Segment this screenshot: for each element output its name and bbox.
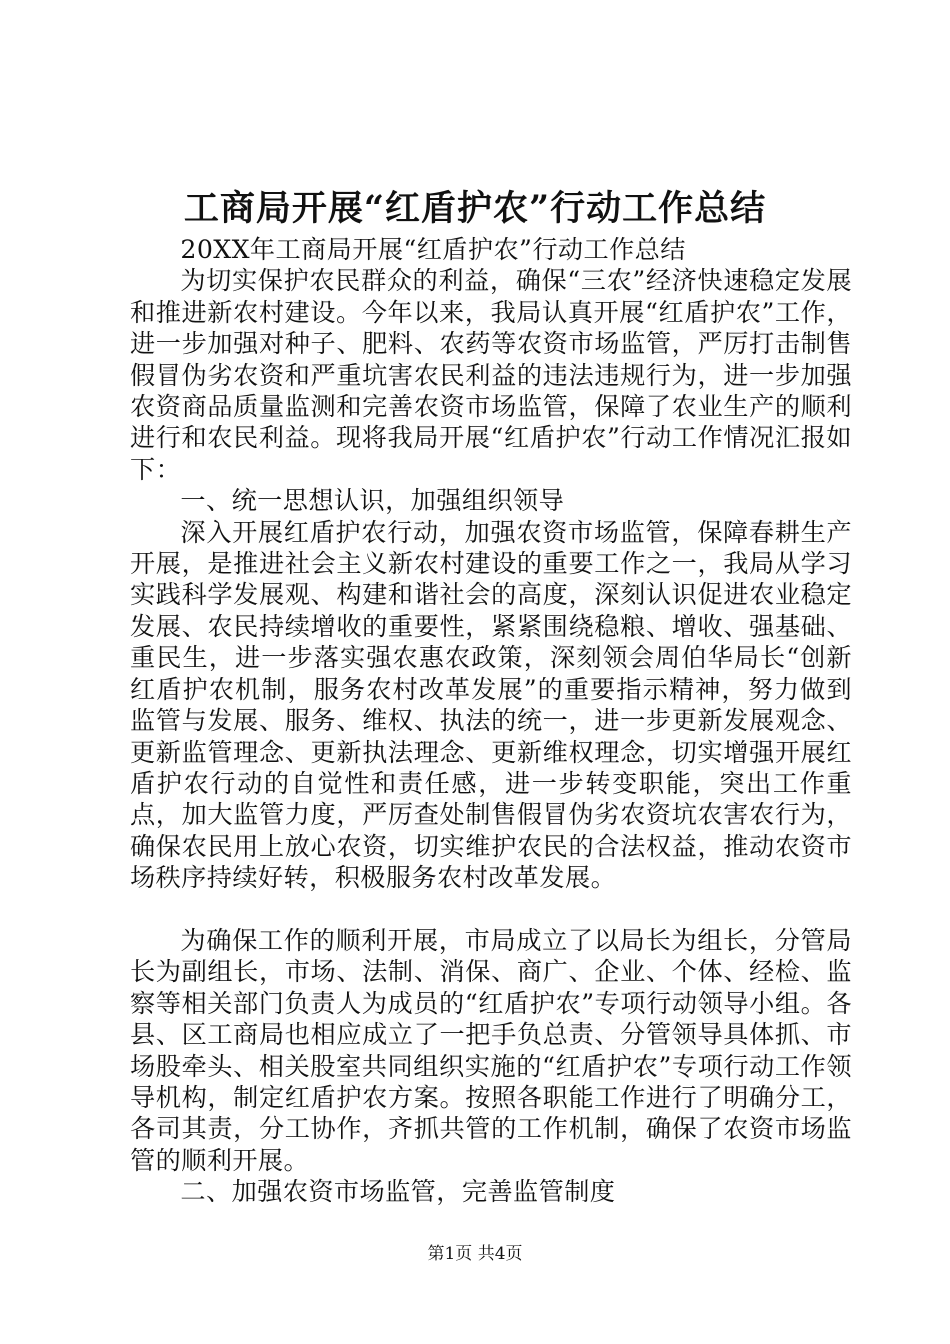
subtitle-paragraph: 20XX年工商局开展“红盾护农”行动工作总结 bbox=[180, 235, 686, 264]
section-heading-1: 一、统一思想认识，加强组织领导 bbox=[180, 486, 565, 516]
body-paragraph: 为确保工作的顺利开展，市局成立了以局长为组长，分管局长为副组长，市场、法制、消保、商广、企业、个体、经检、监察等相关部门负责人为成员的“红盾护农”专项行动领导小组。各县、区工商局也相应成立了一把手负总责、分管领导具体抓、市场股牵头、相关股室共同组织实施的“红盾护农”专项行动工作领导机构，制定红盾护农方案。按照各职能工作进行了明确分工，各司其责，分工协作，齐抓共管的工作机制，确保了农资市场监管的顺利开展。 bbox=[130, 925, 852, 1175]
intro-paragraph: 为切实保护农民群众的利益，确保“三农”经济快速稳定发展和推进新农村建设。今年以来，我局认真开展“红盾护农”工作，进一步加强对种子、肥料、农药等农资市场监管，严厉打击制售假冒伪劣农资和严重坑害农民利益的违法违规行为，进一步加强农资商品质量监测和完善农资市场监管，保障了农业生产的顺利进行和农民利益。现将我局开展“红盾护农”行动工作情况汇报如下： bbox=[130, 266, 852, 484]
page-number-footer: 第1页 共4页 bbox=[427, 1244, 523, 1264]
section-heading-2: 二、加强农资市场监管，完善监管制度 bbox=[180, 1177, 616, 1207]
body-paragraph: 深入开展红盾护农行动，加强农资市场监管，保障春耕生产开展，是推进社会主义新农村建设的重要工作之一，我局从学习实践科学发展观、构建和谐社会的高度，深刻认识促进农业稳定发展、农民持续增收的重要性，紧紧围绕稳粮、增收、强基础、重民生，进一步落实强农惠农政策，深刻领会周伯华局长“创新红盾护农机制，服务农村改革发展”的重要指示精神，努力做到监管与发展、服务、维权、执法的统一，进一步更新发展观念、更新监管理念、更新执法理念、更新维权理念，切实增强开展红盾护农行动的自觉性和责任感，进一步转变职能，突出工作重点，加大监管力度，严厉查处制售假冒伪劣农资坑农害农行为，确保农民用上放心农资，切实维护农民的合法权益，推动农资市场秩序持续好转，积极服务农村改革发展。 bbox=[130, 517, 852, 893]
paragraph-spacer bbox=[130, 894, 852, 925]
document-body bbox=[130, 234, 852, 1208]
document-title: 工商局开展“红盾护农”行动工作总结 bbox=[183, 188, 767, 229]
